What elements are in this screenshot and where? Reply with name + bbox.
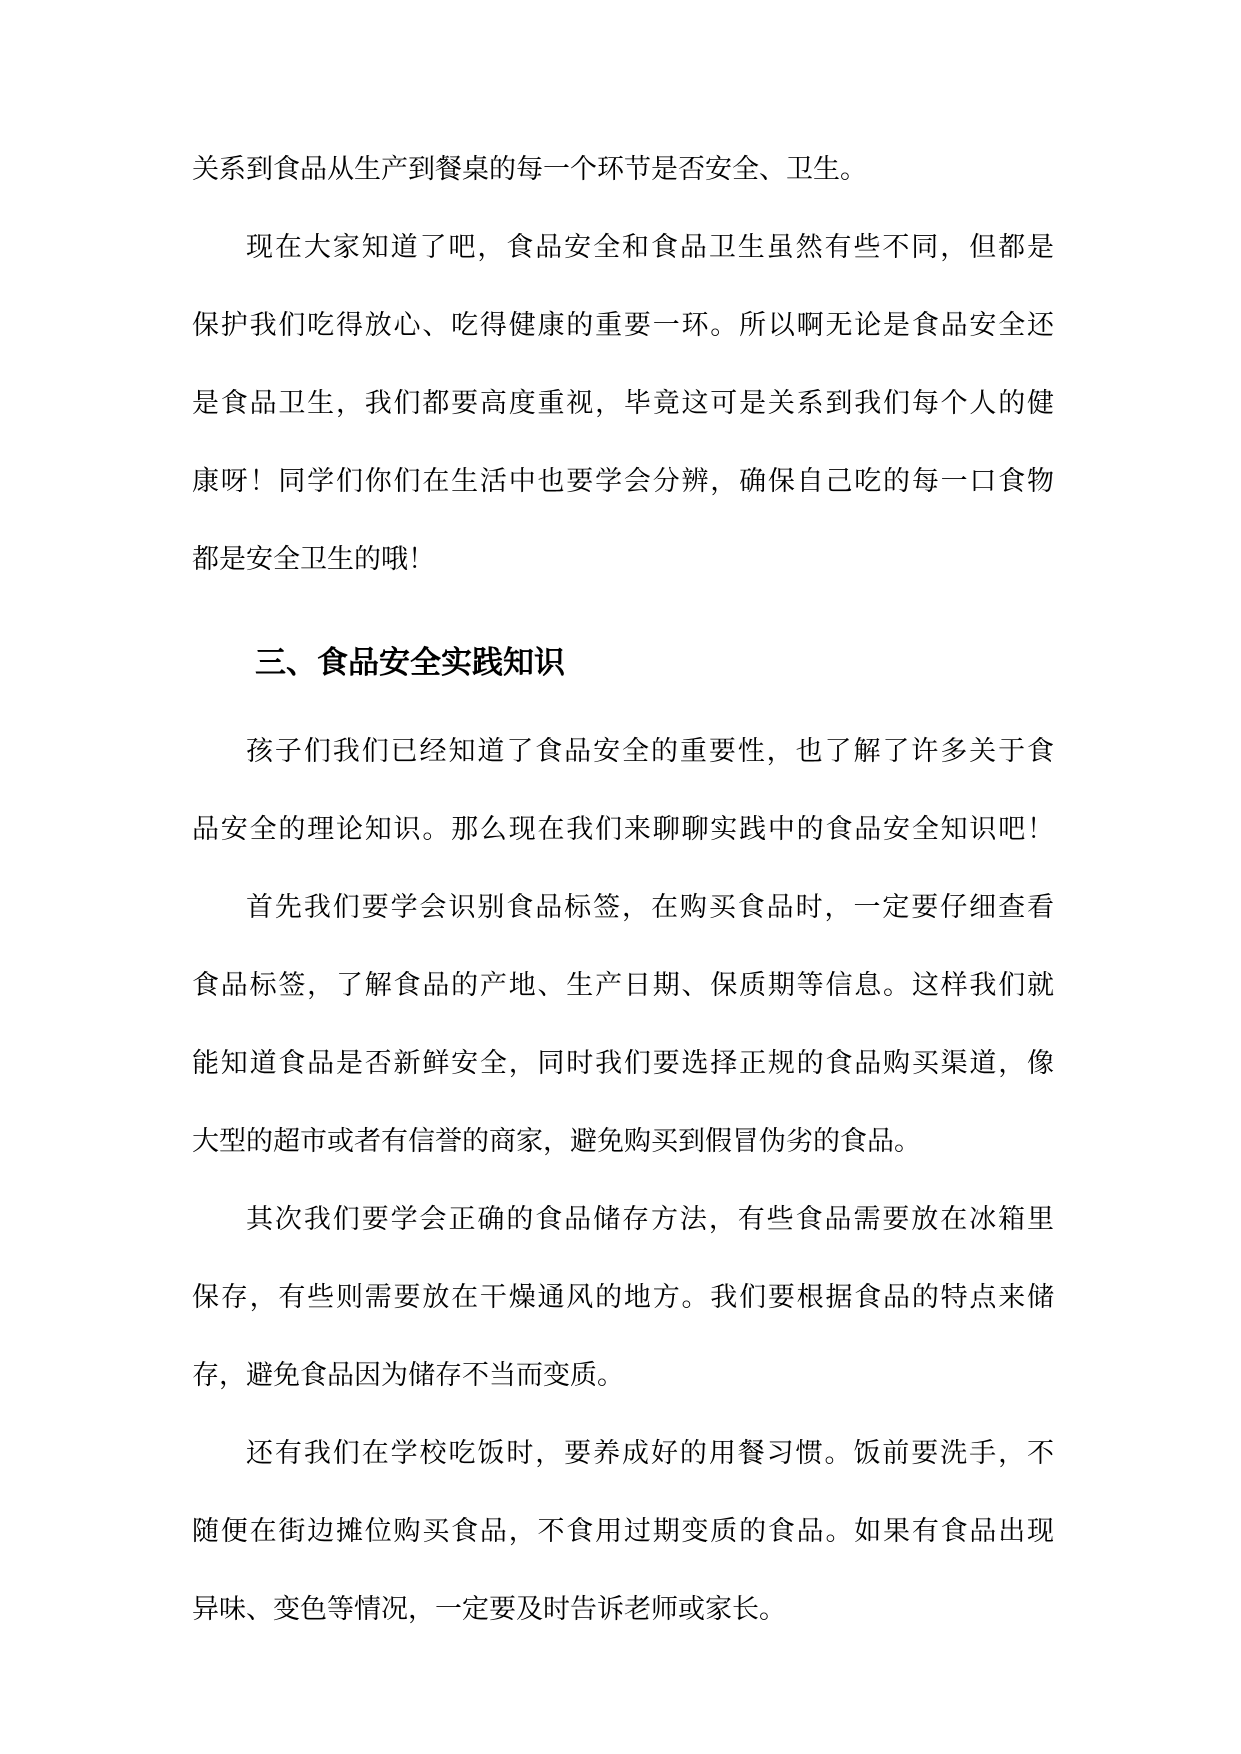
paragraph-line: 食品标签，了解食品的产地、生产日期、保质期等信息。这样我们就: [192, 970, 1054, 1001]
paragraph-line: 首先我们要学会识别食品标签，在购买食品时，一定要仔细查看: [246, 892, 1054, 923]
paragraph-line: 现在大家知道了吧，食品安全和食品卫生虽然有些不同，但都是: [246, 232, 1054, 263]
paragraph-line: 保存，有些则需要放在干燥通风的地方。我们要根据食品的特点来储: [192, 1282, 1054, 1313]
paragraph-line: 孩子们我们已经知道了食品安全的重要性，也了解了许多关于食: [246, 736, 1054, 767]
paragraph-line: 康呀！同学们你们在生活中也要学会分辨，确保自己吃的每一口食物: [192, 466, 1054, 497]
paragraph-line: 是食品卫生，我们都要高度重视，毕竟这可是关系到我们每个人的健: [192, 388, 1054, 419]
paragraph-line: 品安全的理论知识。那么现在我们来聊聊实践中的食品安全知识吧！: [192, 814, 1054, 845]
paragraph-line: 保护我们吃得放心、吃得健康的重要一环。所以啊无论是食品安全还: [192, 310, 1054, 341]
paragraph-line: 其次我们要学会正确的食品储存方法，有些食品需要放在冰箱里: [246, 1204, 1054, 1235]
paragraph-line: 都是安全卫生的哦！: [192, 544, 435, 575]
paragraph-line: 能知道食品是否新鲜安全，同时我们要选择正规的食品购买渠道，像: [192, 1048, 1054, 1079]
paragraph-line: 存，避免食品因为储存不当而变质。: [192, 1360, 624, 1391]
paragraph-line: 大型的超市或者有信誉的商家，避免购买到假冒伪劣的食品。: [192, 1126, 921, 1157]
paragraph-line: 还有我们在学校吃饭时，要养成好的用餐习惯。饭前要洗手，不: [246, 1438, 1054, 1469]
paragraph-line: 随便在街边摊位购买食品，不食用过期变质的食品。如果有食品出现: [192, 1516, 1054, 1547]
paragraph-line: 关系到食品从生产到餐桌的每一个环节是否安全、卫生。: [192, 154, 867, 185]
paragraph-line: 异味、变色等情况，一定要及时告诉老师或家长。: [192, 1594, 786, 1625]
section-heading: 三、食品安全实践知识: [255, 645, 565, 681]
